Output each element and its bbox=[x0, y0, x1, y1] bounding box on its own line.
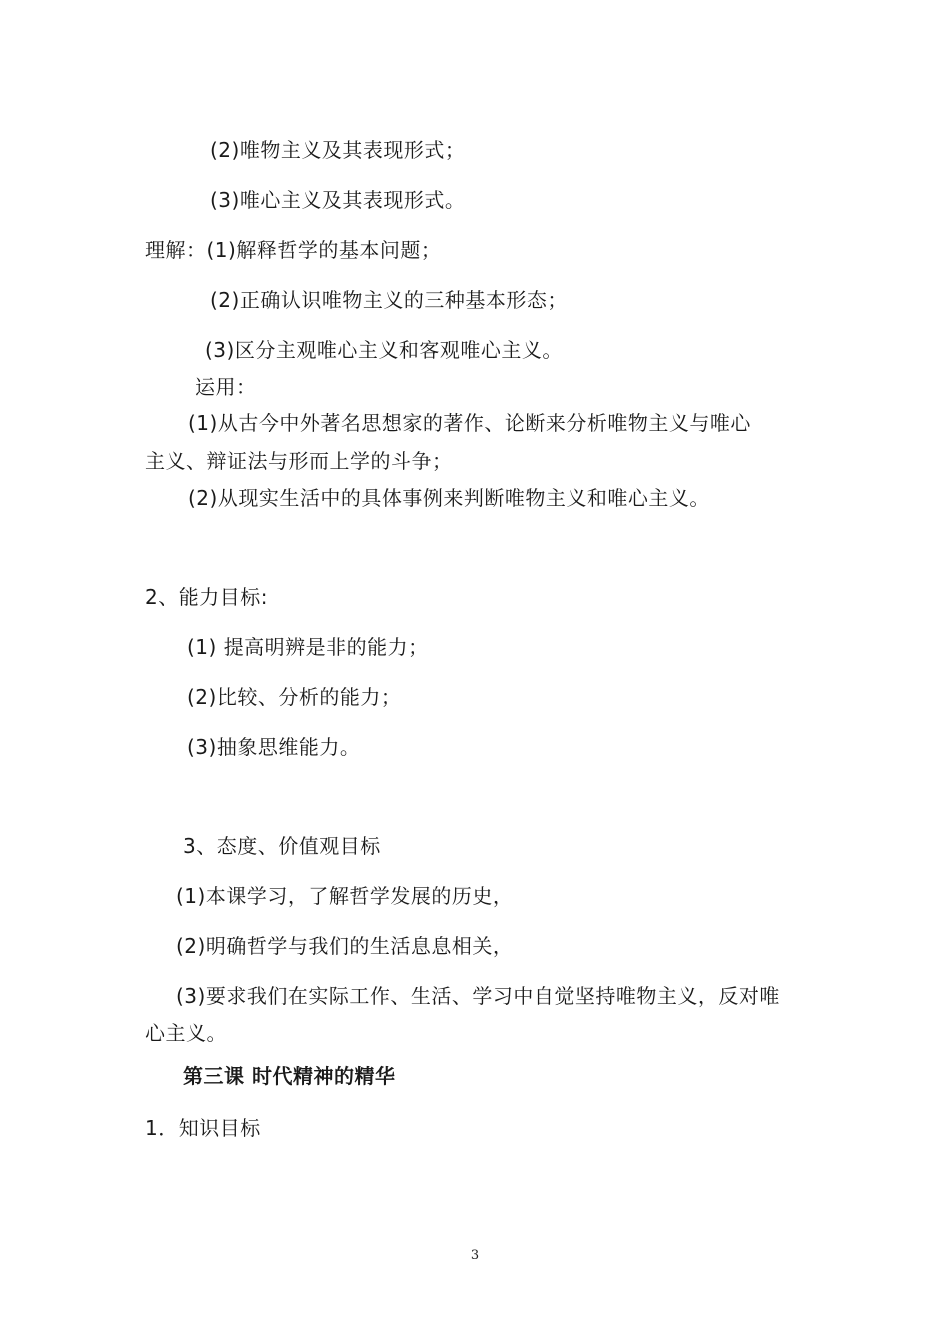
section-heading: 2、能力目标: bbox=[145, 585, 268, 609]
text-line: (1) 提高明辨是非的能力； bbox=[187, 635, 429, 659]
text-line: 运用： bbox=[195, 375, 257, 399]
text-line: (2)明确哲学与我们的生活息息相关， bbox=[176, 934, 514, 958]
text-line: (3)抽象思维能力。 bbox=[187, 735, 361, 759]
lesson-title: 第三课 时代精神的精华 bbox=[183, 1064, 396, 1088]
text-line: (3)唯心主义及其表现形式。 bbox=[210, 188, 466, 212]
text-line: (2)唯物主义及其表现形式； bbox=[210, 138, 466, 162]
section-heading: 1．知识目标 bbox=[145, 1116, 261, 1140]
text-line: (2)从现实生活中的具体事例来判断唯物主义和唯心主义。 bbox=[188, 486, 710, 510]
text-line: 理解：(1)解释哲学的基本问题； bbox=[145, 238, 442, 262]
text-line: (2)比较、分析的能力； bbox=[187, 685, 402, 709]
text-line: (1)从古今中外著名思想家的著作、论断来分析唯物主义与唯心 bbox=[188, 411, 751, 435]
page-number: 3 bbox=[470, 1248, 480, 1263]
text-line: (3)区分主观唯心主义和客观唯心主义。 bbox=[205, 338, 563, 362]
text-line: 主义、辩证法与形而上学的斗争； bbox=[145, 449, 453, 473]
text-line: (3)要求我们在实际工作、生活、学习中自觉坚持唯物主义，反对唯 bbox=[176, 984, 780, 1008]
section-heading: 3、态度、价值观目标 bbox=[183, 834, 381, 858]
text-line: (1)本课学习，了解哲学发展的历史， bbox=[176, 884, 514, 908]
text-line: 心主义。 bbox=[145, 1021, 227, 1045]
text-line: (2)正确认识唯物主义的三种基本形态； bbox=[210, 288, 568, 312]
